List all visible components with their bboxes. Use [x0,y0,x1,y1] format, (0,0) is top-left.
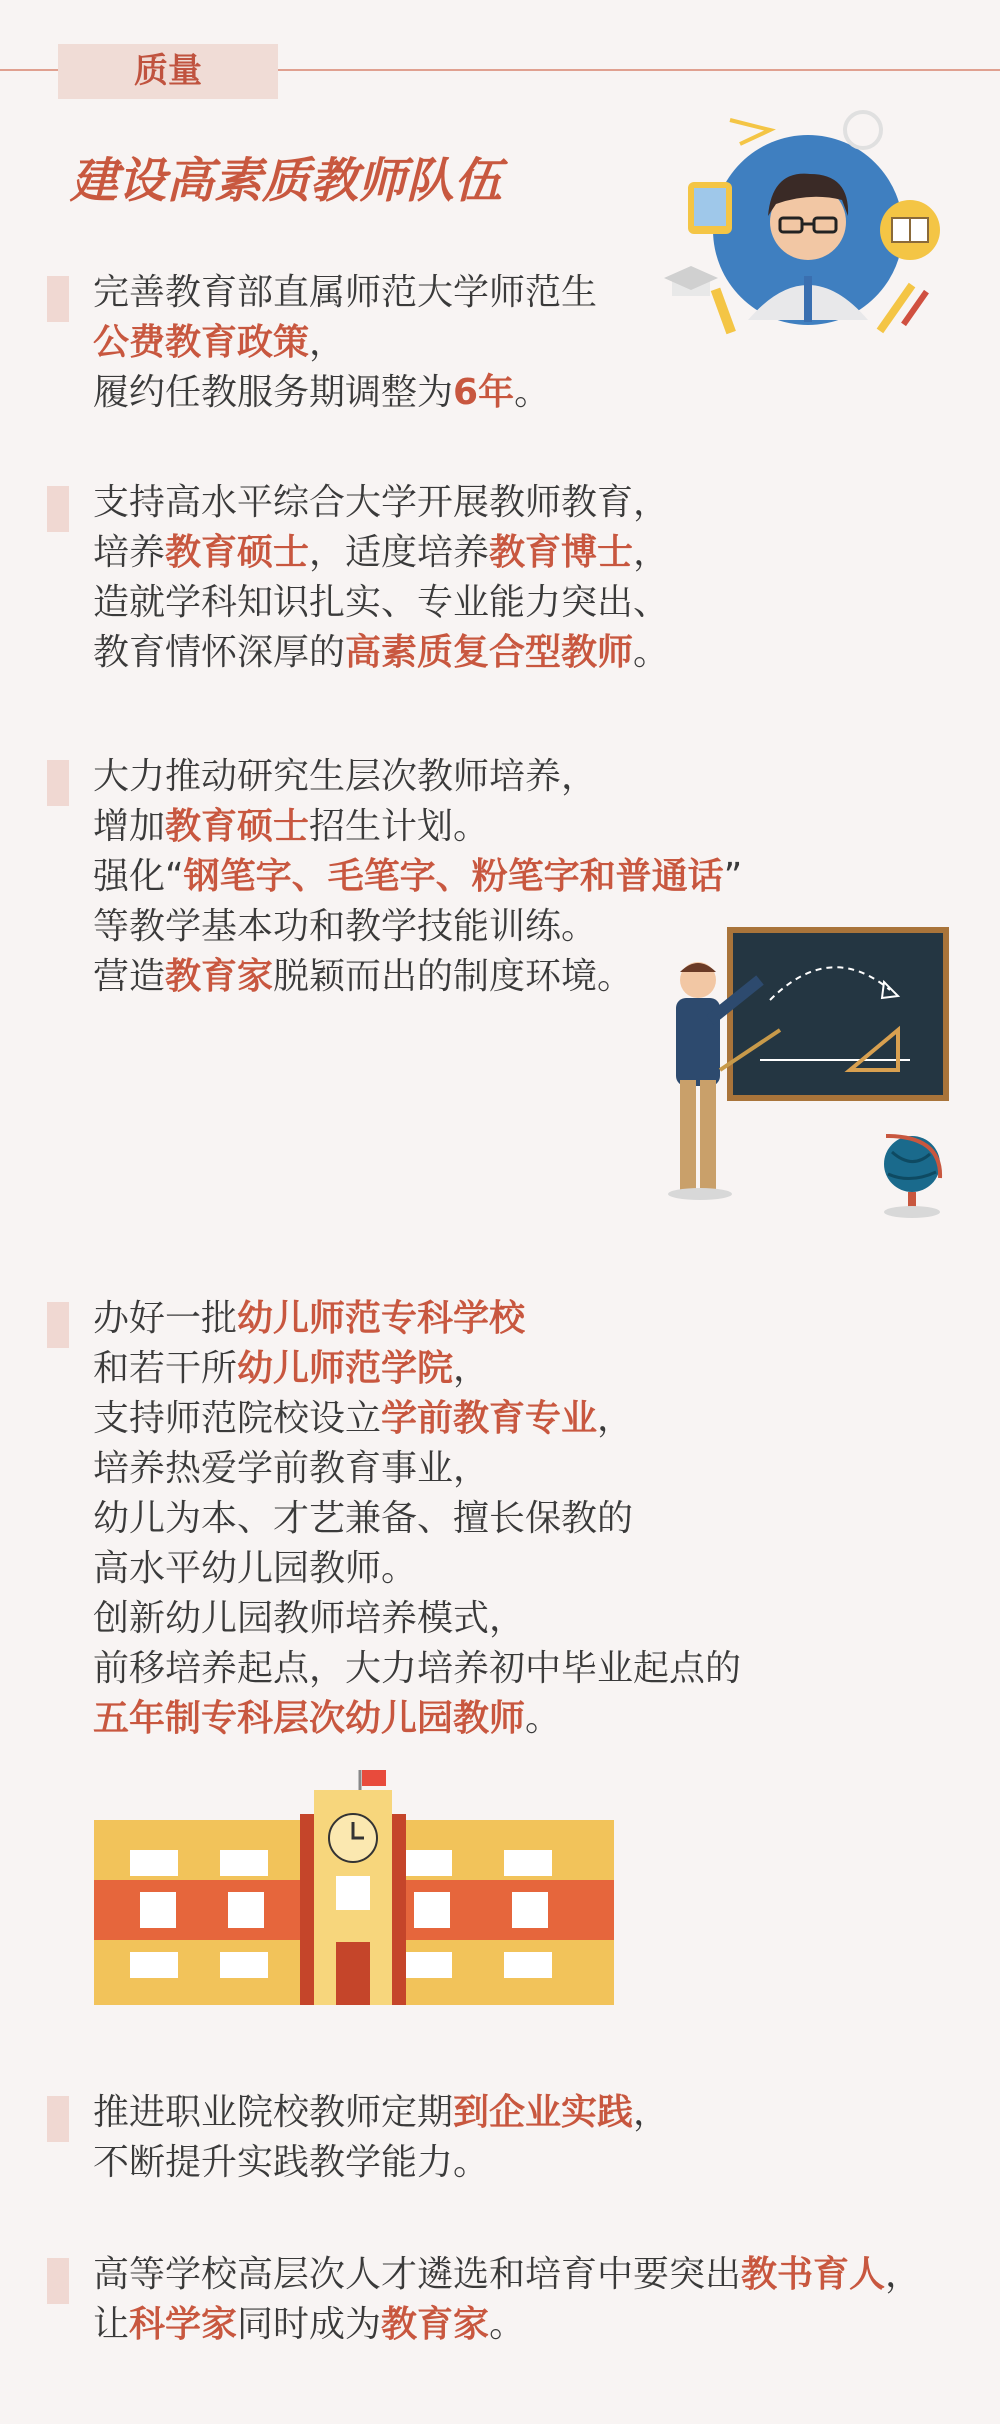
highlight-text: 教育博士 [489,532,634,573]
text-line [93,628,669,678]
highlight-text: 钢笔字、毛笔字、粉笔字和普通话 [183,856,724,897]
section-marker [47,276,69,322]
body-text: 履约任教服务期调整为 [93,372,454,413]
teacher-avatar-icon [660,100,960,360]
text-line [93,1394,741,1444]
body-text: 脱颖而出的制度环境。 [273,956,634,997]
highlight-text: 科学家 [129,2304,238,2345]
text-line [93,902,742,952]
body-text: 前移培养起点，大力培养初中毕业起点的 [93,1648,742,1689]
section-text [93,2250,921,2350]
section-text [93,1294,741,1744]
body-text: 办好一批 [93,1298,238,1339]
section-marker [47,2096,69,2142]
body-text: 让 [93,2304,130,2345]
body-text: 营造 [93,956,166,997]
body-text: 培养 [93,532,166,573]
body-text: 大力推动研究生层次教师培养， [93,756,598,797]
body-text: 和若干所 [93,1348,238,1389]
body-text: 造就学科知识扎实、专业能力突出、 [93,582,670,623]
body-text: 增加 [93,806,166,847]
highlight-text: 教书育人 [741,2254,886,2295]
text-line [93,1344,741,1394]
body-text: 。 [514,372,551,413]
body-text: 推进职业院校教师定期 [93,2092,454,2133]
highlight-text: 学前教育专业 [381,1398,598,1439]
text-line [93,1694,741,1744]
body-text: ， [633,532,670,573]
body-text: ， [633,2092,670,2133]
school-building-icon [94,1770,614,2005]
text-line [93,752,742,802]
highlight-text: 教育家 [381,2304,490,2345]
highlight-text: 教育硕士 [165,532,310,573]
body-text: 强化“ [93,856,184,897]
section-text [93,268,597,418]
highlight-text: 高素质复合型教师 [345,632,634,673]
section-marker [47,760,69,806]
highlight-text: 6年 [453,372,515,413]
text-line [93,952,742,1002]
body-text: 幼儿为本、才艺兼备、擅长保教的 [93,1498,634,1539]
body-text: ， [885,2254,922,2295]
body-text: 支持高水平综合大学开展教师教育， [93,482,670,523]
body-text: ， [309,322,346,363]
body-text: ， [453,1348,490,1389]
body-text: 创新幼儿园教师培养模式， [93,1598,526,1639]
body-text: 支持师范院校设立 [93,1398,382,1439]
body-text: 等教学基本功和教学技能训练。 [93,906,598,947]
text-line [93,1594,741,1644]
text-line [93,1644,741,1694]
text-line [93,268,597,318]
body-text: ， [597,1398,634,1439]
body-text: 。 [489,2304,526,2345]
highlight-text: 到企业实践 [453,2092,634,2133]
text-line [93,2300,921,2350]
highlight-text: 幼儿师范专科学校 [237,1298,526,1339]
body-text: 教育情怀深厚的 [93,632,346,673]
body-text: 高水平幼儿园教师。 [93,1548,418,1589]
text-line [93,2088,669,2138]
highlight-text: 教育家 [165,956,274,997]
text-line [93,1494,741,1544]
body-text: ” [723,856,743,897]
body-text: 。 [525,1698,562,1739]
section-text [93,2088,669,2188]
section-text [93,478,669,678]
text-line [93,1444,741,1494]
body-text: 培养热爱学前教育事业， [93,1448,490,1489]
body-text: 完善教育部直属师范大学师范生 [93,272,598,313]
text-line [93,1544,741,1594]
body-text: 同时成为 [237,2304,382,2345]
section-marker [47,1302,69,1348]
text-line [93,2250,921,2300]
text-line [93,802,742,852]
highlight-text: 公费教育政策 [93,322,310,363]
body-text: 高等学校高层次人才遴选和培育中要突出 [93,2254,742,2295]
highlight-text: 幼儿师范学院 [237,1348,454,1389]
text-line [93,2138,669,2188]
body-text: ，适度培养 [309,532,490,573]
text-line [93,368,597,418]
text-line [93,318,597,368]
section-marker [47,2258,69,2304]
highlight-text: 五年制专科层次幼儿园教师 [93,1698,526,1739]
body-text: 招生计划。 [309,806,490,847]
text-line [93,528,669,578]
section-marker [47,486,69,532]
body-text: 不断提升实践教学能力。 [93,2142,490,2183]
text-line [93,478,669,528]
text-line [93,852,742,902]
section-text [93,752,742,1002]
body-text: 。 [633,632,670,673]
text-line [93,1294,741,1344]
highlight-text: 教育硕士 [165,806,310,847]
text-line [93,578,669,628]
header-tag: 质量 [58,44,278,99]
page-title: 建设高素质教师队伍 [70,153,503,209]
